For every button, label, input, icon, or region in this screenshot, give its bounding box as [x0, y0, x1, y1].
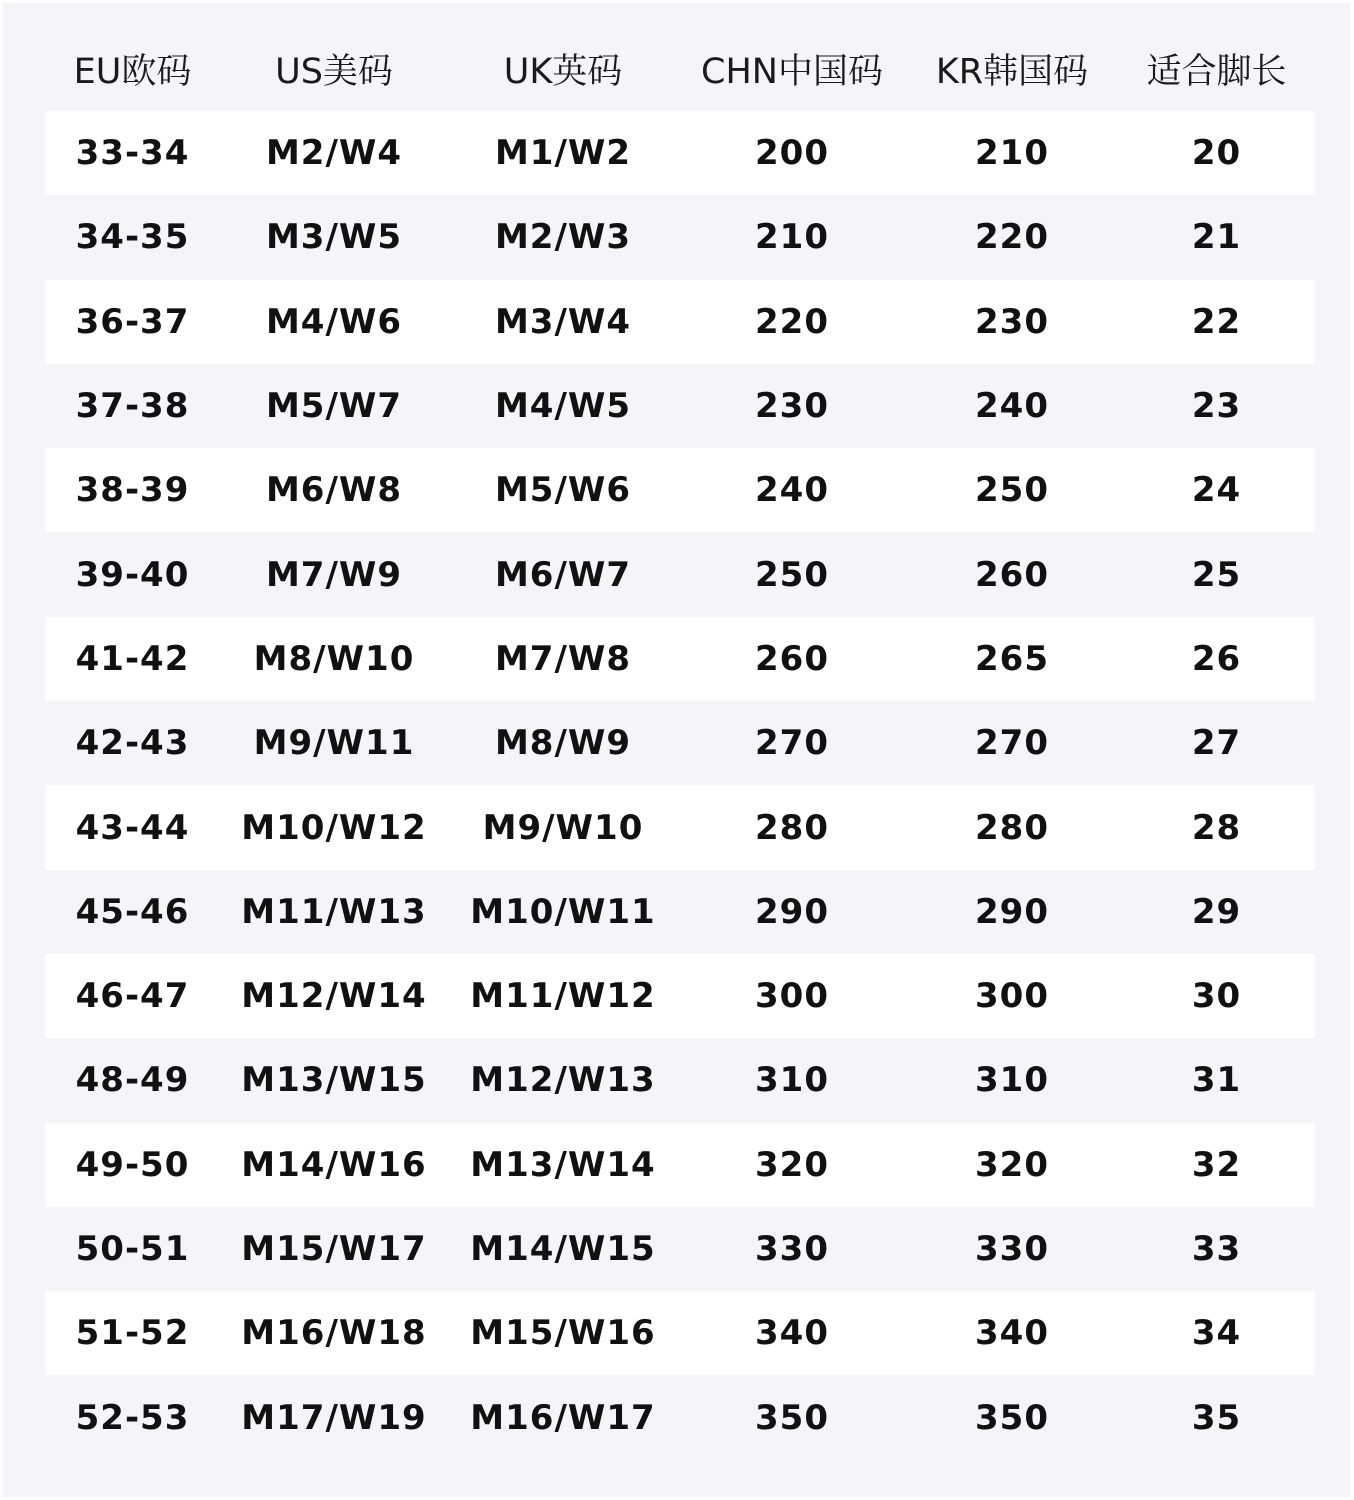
cell-uk: M9/W10 [482, 807, 644, 848]
cell-eu: 41-42 [75, 638, 190, 679]
cell-chn: 220 [755, 301, 829, 342]
cell-kr: 310 [975, 1060, 1049, 1101]
header-kr: KR韩国码 [935, 52, 1089, 92]
cell-uk: M7/W8 [494, 638, 632, 679]
cell-eu: 38-39 [75, 470, 190, 511]
cell-foot-length: 22 [1191, 301, 1242, 342]
cell-chn: 310 [755, 1060, 829, 1101]
cell-us: M8/W10 [253, 638, 415, 679]
cell-uk: M11/W12 [470, 976, 656, 1017]
cell-uk: M5/W6 [494, 470, 632, 511]
cell-kr: 260 [975, 554, 1049, 595]
cell-chn: 230 [755, 386, 829, 427]
cell-kr: 320 [975, 1144, 1049, 1185]
table-row [45, 111, 1315, 195]
table-row [45, 1123, 1315, 1207]
cell-foot-length: 27 [1191, 723, 1242, 764]
cell-eu: 46-47 [75, 976, 190, 1017]
table-row [45, 785, 1315, 869]
table-row [45, 954, 1315, 1038]
header-chn: CHN中国码 [701, 52, 883, 92]
table-row [45, 1375, 1315, 1459]
cell-uk: M4/W5 [494, 386, 632, 427]
cell-uk: M2/W3 [494, 217, 632, 258]
size-chart-page [3, 3, 1350, 1497]
table-row [45, 1207, 1315, 1291]
cell-us: M17/W19 [241, 1397, 427, 1438]
cell-eu: 42-43 [75, 723, 190, 764]
table-row [45, 1291, 1315, 1375]
cell-uk: M12/W13 [470, 1060, 656, 1101]
cell-uk: M13/W14 [470, 1144, 656, 1185]
cell-eu: 51-52 [75, 1313, 190, 1354]
cell-eu: 50-51 [75, 1229, 190, 1269]
cell-kr: 250 [975, 470, 1049, 511]
cell-kr: 280 [975, 807, 1049, 848]
cell-chn: 210 [755, 217, 829, 258]
cell-foot-length: 31 [1191, 1060, 1242, 1101]
cell-kr: 300 [975, 976, 1049, 1017]
cell-us: M4/W6 [265, 301, 403, 342]
table-row [45, 280, 1315, 364]
table-row [45, 870, 1315, 954]
cell-kr: 290 [975, 891, 1049, 932]
cell-us: M3/W5 [265, 217, 403, 258]
cell-eu: 37-38 [75, 386, 190, 427]
table-header [45, 27, 1315, 111]
table-body [45, 111, 1315, 1460]
cell-uk: M6/W7 [494, 554, 632, 595]
cell-foot-length: 30 [1191, 976, 1242, 1017]
cell-us: M11/W13 [241, 891, 427, 932]
header-foot-length: 适合脚长 [1146, 52, 1287, 92]
header-uk: UK英码 [503, 52, 623, 92]
cell-uk: M15/W16 [470, 1313, 656, 1354]
cell-chn: 340 [755, 1313, 829, 1354]
header-eu: EU欧码 [73, 52, 192, 92]
cell-kr: 230 [975, 301, 1049, 342]
cell-chn: 240 [755, 470, 829, 511]
cell-us: M10/W12 [241, 807, 427, 848]
size-table [45, 27, 1315, 1460]
table-row [45, 448, 1315, 532]
cell-foot-length: 20 [1191, 133, 1242, 174]
cell-chn: 290 [755, 891, 829, 932]
cell-us: M6/W8 [265, 470, 403, 511]
cell-chn: 250 [755, 554, 829, 595]
table-row [45, 195, 1315, 279]
table-row [45, 1038, 1315, 1122]
cell-eu: 45-46 [75, 891, 190, 932]
cell-eu: 48-49 [75, 1060, 190, 1101]
table-row [45, 532, 1315, 616]
cell-foot-length: 24 [1191, 470, 1242, 511]
cell-eu: 39-40 [75, 554, 190, 595]
cell-chn: 200 [755, 133, 829, 174]
cell-kr: 270 [975, 723, 1049, 764]
cell-uk: M3/W4 [494, 301, 632, 342]
cell-chn: 270 [755, 723, 829, 764]
table-row [45, 617, 1315, 701]
cell-chn: 320 [755, 1144, 829, 1185]
cell-us: M16/W18 [241, 1313, 427, 1354]
cell-foot-length: 21 [1191, 217, 1242, 258]
cell-eu: 33-34 [75, 133, 190, 174]
cell-us: M7/W9 [265, 554, 403, 595]
cell-us: M12/W14 [241, 976, 427, 1017]
cell-foot-length: 35 [1191, 1397, 1242, 1438]
cell-us: M15/W17 [241, 1229, 427, 1269]
cell-foot-length: 25 [1191, 554, 1242, 595]
cell-eu: 36-37 [75, 301, 190, 342]
cell-kr: 340 [975, 1313, 1049, 1354]
cell-foot-length: 33 [1191, 1229, 1242, 1269]
table-row [45, 701, 1315, 785]
cell-eu: 49-50 [75, 1144, 190, 1185]
cell-kr: 240 [975, 386, 1049, 427]
cell-eu: 43-44 [75, 807, 190, 848]
cell-foot-length: 26 [1191, 638, 1242, 679]
cell-chn: 280 [755, 807, 829, 848]
cell-us: M2/W4 [265, 133, 403, 174]
cell-kr: 330 [975, 1229, 1049, 1269]
cell-kr: 220 [975, 217, 1049, 258]
cell-eu: 52-53 [75, 1397, 190, 1438]
cell-chn: 260 [755, 638, 829, 679]
cell-chn: 300 [755, 976, 829, 1017]
cell-kr: 210 [975, 133, 1049, 174]
table-row [45, 364, 1315, 448]
cell-uk: M14/W15 [470, 1229, 656, 1269]
cell-foot-length: 34 [1191, 1313, 1242, 1354]
cell-us: M13/W15 [241, 1060, 427, 1101]
cell-eu: 34-35 [75, 217, 190, 258]
cell-us: M9/W11 [253, 723, 415, 764]
cell-uk: M1/W2 [494, 133, 632, 174]
header-us: US美码 [275, 52, 393, 92]
cell-foot-length: 28 [1191, 807, 1242, 848]
cell-chn: 350 [755, 1397, 829, 1438]
cell-uk: M10/W11 [470, 891, 656, 932]
cell-uk: M8/W9 [494, 723, 632, 764]
cell-us: M14/W16 [241, 1144, 427, 1185]
cell-us: M5/W7 [265, 386, 403, 427]
cell-foot-length: 23 [1191, 386, 1242, 427]
cell-uk: M16/W17 [470, 1397, 656, 1438]
cell-chn: 330 [755, 1229, 829, 1269]
cell-kr: 350 [975, 1397, 1049, 1438]
cell-foot-length: 29 [1191, 891, 1242, 932]
cell-kr: 265 [975, 638, 1049, 679]
cell-foot-length: 32 [1191, 1144, 1242, 1185]
